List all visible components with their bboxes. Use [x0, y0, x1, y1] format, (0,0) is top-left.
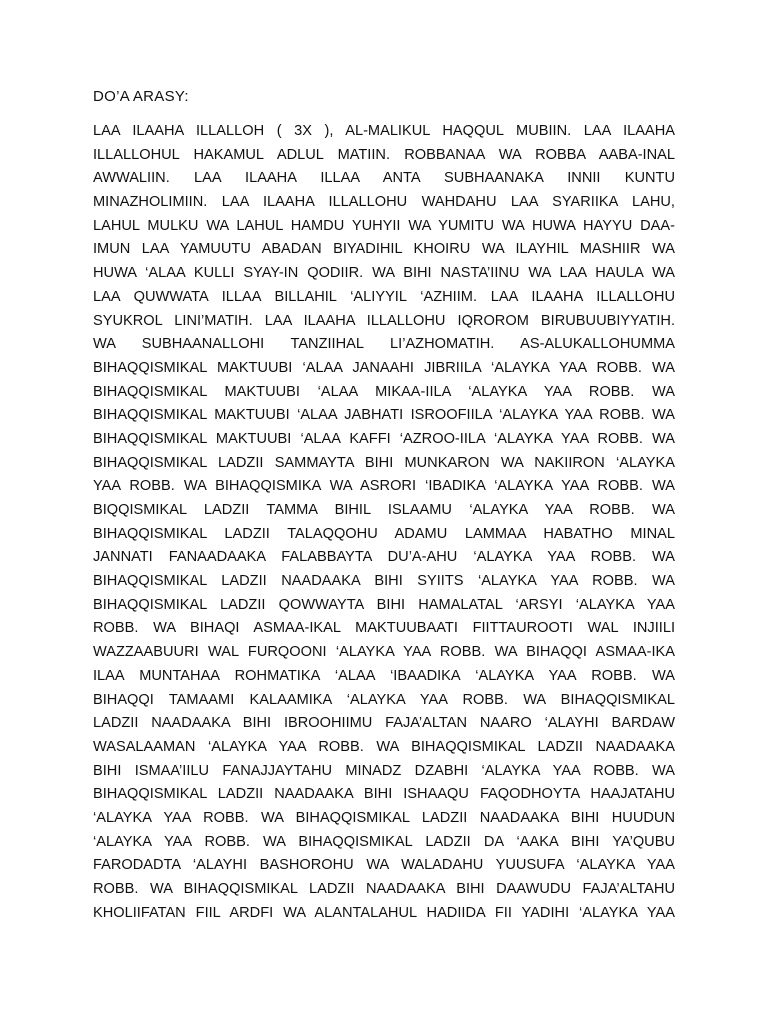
- text-line: ROBB. WA BIHAQI ASMAA-IKAL MAKTUUBAATI FIITTAUROOTI WAL INJIILI: [93, 620, 675, 637]
- text-line: BIHAQQISMIKAL LADZII TALAQQOHU ADAMU LAMMAA HABATHO MINAL: [93, 525, 675, 542]
- text-line: BIHAQQISMIKAL LADZII NAADAAKA BIHI SYIITS ‘ALAYKA YAA ROBB. WA: [93, 573, 675, 590]
- text-line: ILAA MUNTAHAA ROHMATIKA ‘ALAA ‘IBAADIKA ‘ALAYKA YAA ROBB. WA: [93, 667, 675, 684]
- text-line: BIHAQQISMIKAL MAKTUUBI ‘ALAA MIKAA-IILA ‘ALAYKA YAA ROBB. WA: [93, 383, 675, 400]
- text-line: AWWALIIN. LAA ILAAHA ILLAA ANTA SUBHAANAKA INNII KUNTU: [93, 170, 675, 187]
- text-line: BIQQISMIKAL LADZII TAMMA BIHIL ISLAAMU ‘ALAYKA YAA ROBB. WA: [93, 502, 675, 518]
- text-line: BIHAQQISMIKAL MAKTUUBI ‘ALAA JANAAHI JIBRIILA ‘ALAYKA YAA ROBB. WA: [93, 359, 675, 376]
- text-line: FARODADTA ‘ALAYHI BASHOROHU WA WALADAHU YUUSUFA ‘ALAYKA YAA: [93, 857, 675, 874]
- text-line: WA SUBHAANALLOHI TANZIIHAL LI’AZHOMATIH. AS-ALUKALLOHUMMA: [93, 336, 675, 353]
- text-line: BIHAQQISMIKAL LADZII QOWWAYTA BIHI HAMALATAL ‘ARSYI ‘ALAYKA YAA: [93, 596, 675, 613]
- text-line: LAHUL MULKU WA LAHUL HAMDU YUHYII WA YUMITU WA HUWA HAYYU DAA-: [93, 217, 675, 234]
- text-line: IMUN LAA YAMUUTU ABADAN BIYADIHIL KHOIRU WA ILAYHIL MASHIIR WA: [93, 241, 675, 258]
- text-line: KHOLIIFATAN FIIL ARDFI WA ALANTALAHUL HADIIDA FII YADIHI ‘ALAYKA YAA: [93, 904, 675, 921]
- text-line: HUWA ‘ALAA KULLI SYAY-IN QODIIR. WA BIHI NASTA’IINU WA LAA HAULA WA: [93, 265, 675, 282]
- text-line: BIHAQQISMIKAL LADZII SAMMAYTA BIHI MUNKARON WA NAKIIRON ‘ALAYKA: [93, 454, 675, 471]
- document-body: [93, 120, 675, 925]
- text-line: LAA QUWWATA ILLAA BILLAHIL ‘ALIYYIL ‘AZHIIM. LAA ILAAHA ILLALLOHU: [93, 288, 675, 305]
- text-line: ILLALLOHUL HAKAMUL ADLUL MATIIN. ROBBANAA WA ROBBA AABA-INAL: [93, 146, 675, 163]
- text-line: BIHI ISMAA’IILU FANAJJAYTAHU MINADZ DZABHI ‘ALAYKA YAA ROBB. WA: [93, 762, 675, 779]
- text-line: WAZZAABUURI WAL FURQOONI ‘ALAYKA YAA ROBB. WA BIHAQQI ASMAA-IKA: [93, 644, 675, 661]
- text-line: ‘ALAYKA YAA ROBB. WA BIHAQQISMIKAL LADZII NAADAAKA BIHI HUUDUN: [93, 809, 675, 826]
- text-line: BIHAQQISMIKAL MAKTUUBI ‘ALAA JABHATI ISROOFIILA ‘ALAYKA YAA ROBB. WA: [93, 407, 675, 424]
- text-line: ‘ALAYKA YAA ROBB. WA BIHAQQISMIKAL LADZII DA ‘AAKA BIHI YA’QUBU: [93, 833, 675, 850]
- document-title: DO’A ARASY:: [93, 88, 189, 105]
- text-line: LAA ILAAHA ILLALLOH ( 3X ), AL-MALIKUL HAQQUL MUBIIN. LAA ILAAHA: [93, 123, 675, 139]
- text-line: ROBB. WA BIHAQQISMIKAL LADZII NAADAAKA BIHI DAAWUDU FAJA’ALTAHU: [93, 881, 675, 897]
- text-line: SYUKROL LINI’MATIH. LAA ILAAHA ILLALLOHU IQROROM BIRUBUUBIYYATIH.: [93, 312, 675, 329]
- text-line: LADZII NAADAAKA BIHI IBROOHIIMU FAJA’ALTAN NAARO ‘ALAYHI BARDAW: [93, 715, 675, 732]
- text-line: JANNATI FANAADAAKA FALABBAYTA DU’A-AHU ‘ALAYKA YAA ROBB. WA: [93, 549, 675, 566]
- text-line: YAA ROBB. WA BIHAQQISMIKA WA ASRORI ‘IBADIKA ‘ALAYKA YAA ROBB. WA: [93, 478, 675, 495]
- text-line: BIHAQQISMIKAL LADZII NAADAAKA BIHI ISHAAQU FAQODHOYTA HAAJATAHU: [93, 786, 675, 803]
- text-line: BIHAQQISMIKAL MAKTUUBI ‘ALAA KAFFI ‘AZROO-IILA ‘ALAYKA YAA ROBB. WA: [93, 430, 675, 447]
- text-line: MINAZHOLIMIIN. LAA ILAAHA ILLALLOHU WAHDAHU LAA SYARIIKA LAHU,: [93, 194, 675, 211]
- text-line: BIHAQQI TAMAAMI KALAAMIKA ‘ALAYKA YAA ROBB. WA BIHAQQISMIKAL: [93, 691, 675, 708]
- text-line: WASALAAMAN ‘ALAYKA YAA ROBB. WA BIHAQQISMIKAL LADZII NAADAAKA: [93, 738, 675, 755]
